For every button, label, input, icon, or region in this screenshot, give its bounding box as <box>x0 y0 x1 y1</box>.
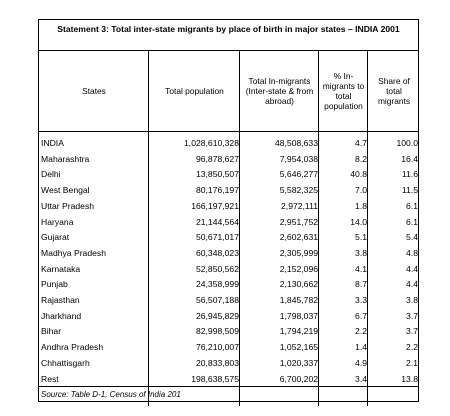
table-row <box>39 355 418 371</box>
table-header-row <box>39 51 418 132</box>
table-row <box>39 182 418 198</box>
population-cell: 52,850,562 <box>195 263 239 274</box>
population-cell: 21,144,564 <box>195 216 239 227</box>
in-migrants-cell: 6,700,202 <box>279 373 318 384</box>
share-cell: 11.6 <box>401 169 418 180</box>
table-row <box>39 198 418 214</box>
in-migrants-cell: 2,972,111 <box>281 200 318 211</box>
header-states: States <box>82 86 106 96</box>
in-migrants-cell: 2,130,662 <box>279 279 318 290</box>
population-cell: 1,028,610,328 <box>184 138 239 148</box>
pct-in-migrants-cell: 4.7 <box>355 138 367 148</box>
in-migrants-cell: 1,798,037 <box>279 310 318 321</box>
migration-table <box>38 19 419 402</box>
share-cell: 11.5 <box>401 185 418 196</box>
pct-in-migrants-cell: 40.8 <box>350 169 367 180</box>
pct-in-migrants-cell: 1.4 <box>355 342 367 353</box>
header-share: Share of total migrants <box>377 76 411 106</box>
in-migrants-cell: 7,954,038 <box>279 153 318 164</box>
population-cell: 13,850,507 <box>195 169 239 180</box>
table-row <box>39 151 418 167</box>
table-row <box>39 323 418 339</box>
pct-in-migrants-cell: 14.0 <box>350 216 367 227</box>
share-cell: 2.2 <box>406 342 418 353</box>
pct-in-migrants-cell: 6.7 <box>355 310 367 321</box>
pct-in-migrants-cell: 8.7 <box>355 279 367 290</box>
share-cell: 5.4 <box>406 232 418 243</box>
population-cell: 80,176,197 <box>195 185 239 196</box>
state-cell: Punjab <box>41 279 68 290</box>
share-cell: 6.1 <box>406 216 418 227</box>
in-migrants-cell: 2,951,752 <box>279 216 318 227</box>
pct-in-migrants-cell: 8.2 <box>355 153 367 164</box>
population-cell: 166,197,921 <box>191 200 239 211</box>
in-migrants-cell: 2,152,096 <box>279 263 318 274</box>
population-cell: 82,998,509 <box>195 326 239 337</box>
pct-in-migrants-cell: 3.4 <box>355 373 367 384</box>
state-cell: Bihar <box>41 326 62 337</box>
population-cell: 60,348,023 <box>195 247 239 258</box>
pct-in-migrants-cell: 4.9 <box>355 357 367 368</box>
state-cell: Gujarat <box>41 232 70 243</box>
state-cell: Karnataka <box>41 263 81 274</box>
source-note: Source: Table D-1, Census of India 201 <box>39 386 418 402</box>
table-row <box>39 245 418 261</box>
state-cell: Rajasthan <box>41 295 80 305</box>
share-cell: 3.7 <box>406 326 418 337</box>
state-cell: Andhra Pradesh <box>41 342 104 353</box>
state-cell: Jharkhand <box>41 310 82 321</box>
table-title: Statement 3: Total inter-state migrants by place of birth in major states – INDIA 2001 <box>39 20 418 51</box>
state-cell: West Bengal <box>41 185 90 196</box>
in-migrants-cell: 5,582,325 <box>279 185 318 196</box>
share-cell: 4.4 <box>406 279 418 290</box>
state-cell: Madhya Pradesh <box>41 247 106 258</box>
population-cell: 56,507,188 <box>195 295 239 305</box>
share-cell: 100.0 <box>396 138 418 148</box>
share-cell: 6.1 <box>406 200 418 211</box>
pct-in-migrants-cell: 3.3 <box>355 295 367 305</box>
state-cell: Delhi <box>41 169 61 180</box>
state-cell: Maharashtra <box>41 153 90 164</box>
table-row <box>39 339 418 355</box>
population-cell: 96,878,627 <box>195 153 239 164</box>
pct-in-migrants-cell: 1.8 <box>355 200 367 211</box>
in-migrants-cell: 2,602,631 <box>279 232 318 243</box>
population-cell: 198,638,575 <box>191 373 239 384</box>
table-row <box>39 371 418 387</box>
population-cell: 26,945,829 <box>195 310 239 321</box>
in-migrants-cell: 1,794,219 <box>279 326 318 337</box>
state-cell: Uttar Pradesh <box>41 200 95 211</box>
share-cell: 3.8 <box>406 295 418 305</box>
state-cell: Chhattisgarh <box>41 357 90 368</box>
in-migrants-cell: 5,646,277 <box>279 169 318 180</box>
in-migrants-cell: 1,052,165 <box>279 342 318 353</box>
share-cell: 16.4 <box>401 153 418 164</box>
pct-in-migrants-cell: 3.8 <box>355 247 367 258</box>
header-total-in-migrants: Total In-migrants (Inter-state & from abroad) <box>245 76 314 106</box>
share-cell: 2.1 <box>406 357 418 368</box>
table-row <box>39 276 418 292</box>
header-pct-in-migrants: % In-migrants to total population <box>322 71 365 111</box>
state-cell: INDIA <box>41 138 64 148</box>
table-row <box>39 261 418 277</box>
table-row <box>39 292 418 308</box>
share-cell: 4.4 <box>406 263 418 274</box>
in-migrants-cell: 2,305,999 <box>279 247 318 258</box>
in-migrants-cell: 1,845,782 <box>279 295 318 305</box>
share-cell: 4.8 <box>406 247 418 258</box>
share-cell: 13.8 <box>401 373 418 384</box>
population-cell: 20,833,803 <box>195 357 239 368</box>
in-migrants-cell: 1,020,337 <box>279 357 318 368</box>
population-cell: 76,210,007 <box>195 342 239 353</box>
state-cell: Haryana <box>41 216 74 227</box>
pct-in-migrants-cell: 7.0 <box>355 185 367 196</box>
share-cell: 3.7 <box>406 310 418 321</box>
pct-in-migrants-cell: 2.2 <box>355 326 367 337</box>
population-cell: 24,358,999 <box>195 279 239 290</box>
table-row <box>39 308 418 324</box>
table-row <box>39 229 418 245</box>
pct-in-migrants-cell: 5.1 <box>355 232 367 243</box>
table-row <box>39 135 418 151</box>
table-row <box>39 166 418 182</box>
state-cell: Rest <box>41 373 59 384</box>
in-migrants-cell: 48,508,633 <box>274 138 318 148</box>
pct-in-migrants-cell: 4.1 <box>355 263 367 274</box>
population-cell: 50,671,017 <box>195 232 239 243</box>
table-row <box>39 214 418 230</box>
header-total-population: Total population <box>165 86 224 96</box>
